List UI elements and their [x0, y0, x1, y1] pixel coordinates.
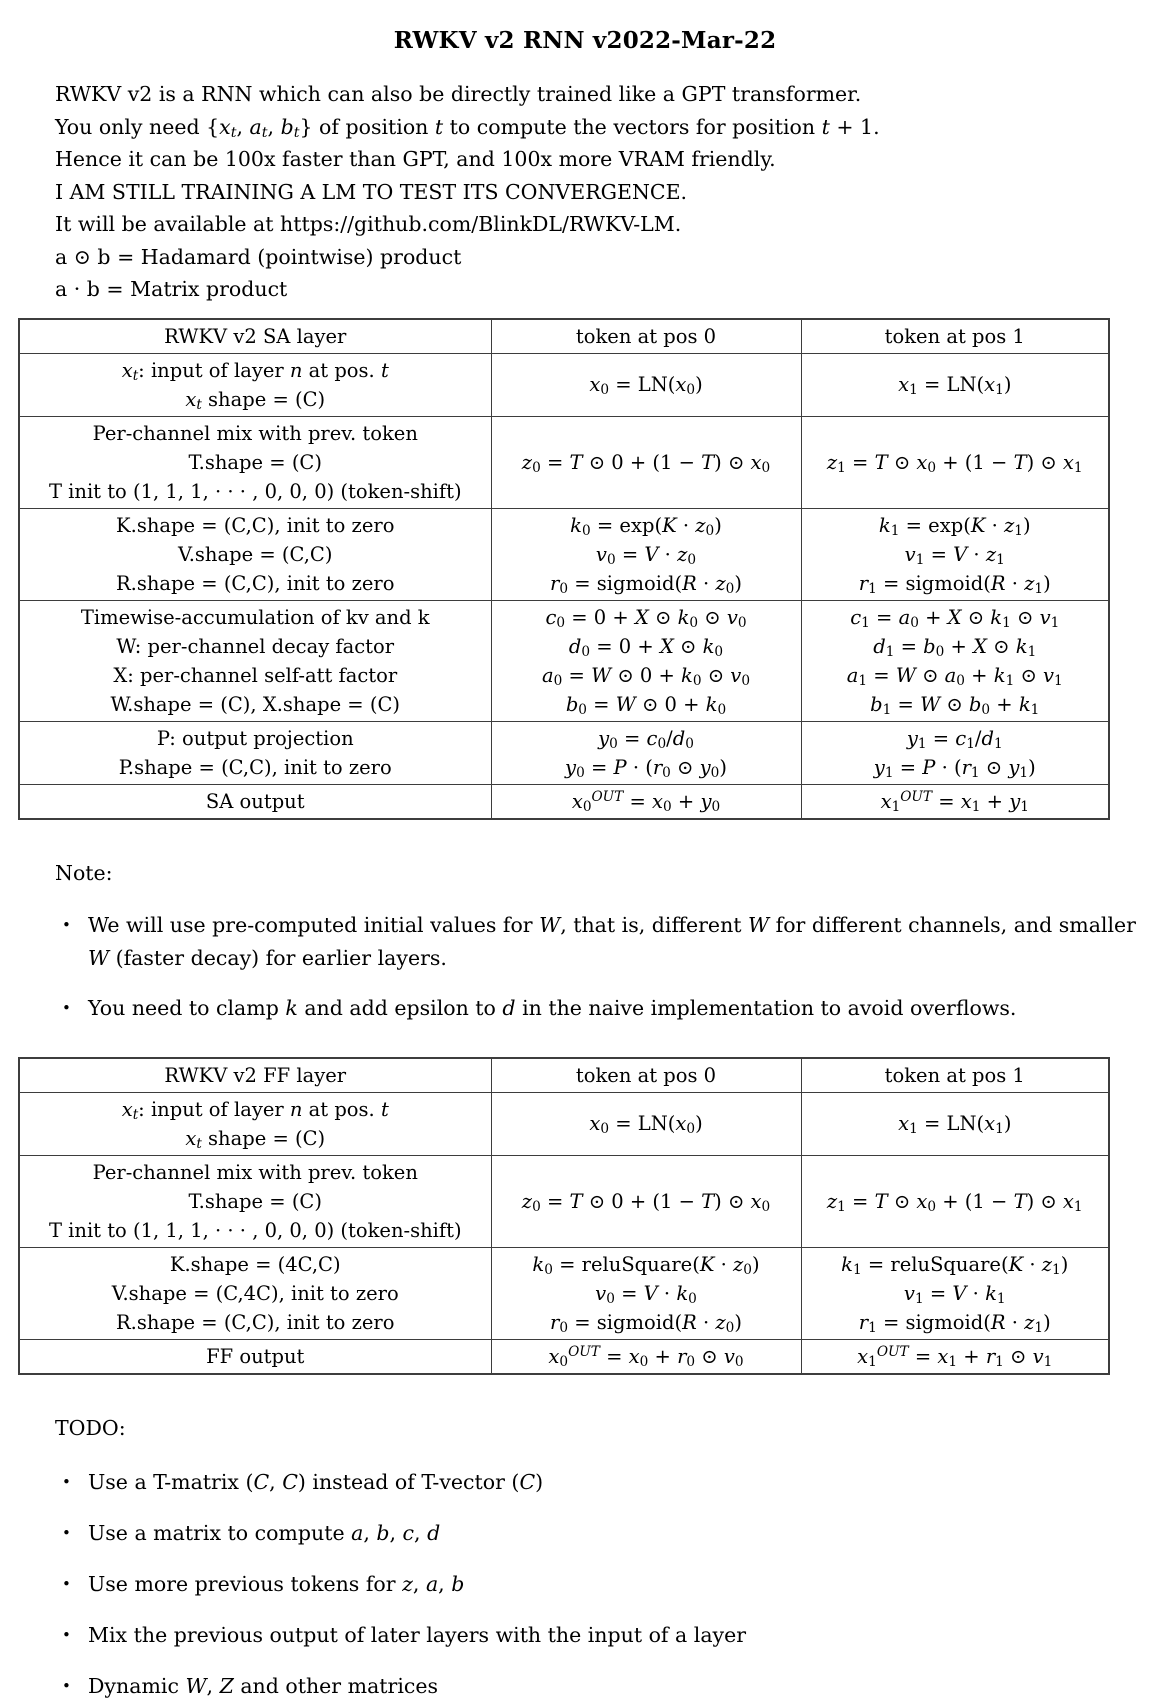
cell-line: T init to (1, 1, 1, · · · , 0, 0, 0) (token-shift) [48, 479, 462, 503]
todo-item-text: Use more previous tokens for z, a, b [88, 1571, 465, 1596]
cell-line: Per-channel mix with prev. token [92, 421, 418, 445]
table-cell [19, 416, 491, 508]
sa-table-title: RWKV v2 SA layer [19, 319, 491, 354]
list-item [62, 992, 1140, 1025]
cell-line: $x_t$ shape = (C) [185, 387, 326, 413]
table-cell [801, 1092, 1109, 1155]
table-row [19, 1155, 1109, 1247]
formula-line: $b_1 = W$ ⊙ $b_0 + k_1$ [870, 692, 1040, 718]
ff-header-row [19, 1058, 1109, 1093]
cell-line: R.shape = (C,C), init to zero [115, 571, 395, 595]
formula-line: $x_0 = LN(x_0)$ [589, 1112, 703, 1138]
cell-line: Per-channel mix with prev. token [92, 1160, 418, 1184]
table-cell [801, 1247, 1109, 1339]
cell-line: SA output [205, 789, 305, 813]
sa-header-pos1: token at pos 1 [801, 319, 1109, 354]
formula-line: $x_1 = LN(x_1)$ [898, 373, 1012, 399]
table-cell [491, 1339, 801, 1374]
cell-line: K.shape = (4C,C) [169, 1252, 341, 1276]
table-cell [491, 784, 801, 819]
formula-line: $c_1 = a_0 + X$ ⊙ $k_1$ ⊙ $v_1$ [850, 605, 1060, 631]
page-title: RWKV v2 RNN v2022-Mar-22 [393, 27, 777, 54]
sa-layer-table [18, 318, 1110, 820]
formula-line: $x_1^{OUT} = x_1 + y_1$ [880, 789, 1029, 815]
table-row [19, 721, 1109, 784]
table-row [19, 353, 1109, 416]
table-cell [19, 1092, 491, 1155]
table-cell [801, 508, 1109, 600]
table-cell [801, 600, 1109, 721]
formula-line: $r_1$ = sigmoid(R · $z_1$) [858, 571, 1051, 597]
table-cell [19, 721, 491, 784]
table-cell [801, 353, 1109, 416]
formula-line: $d_1 = b_0 + X$ ⊙ $k_1$ [873, 634, 1037, 660]
cell-line: K.shape = (C,C), init to zero [116, 513, 395, 537]
cell-line: $x_t$: input of layer n at pos. t [121, 358, 389, 384]
table-cell [801, 416, 1109, 508]
formula-line: $x_1^{OUT} = x_1 + r_1$ ⊙ $v_1$ [857, 1344, 1053, 1370]
note-list [62, 909, 1140, 1025]
table-row [19, 1092, 1109, 1155]
formula-line: $a_0 = W$ ⊙ $0 + k_0$ ⊙ $v_0$ [542, 663, 750, 689]
table-cell [491, 416, 801, 508]
cell-line: $x_t$: input of layer n at pos. t [121, 1097, 389, 1123]
table-cell [19, 784, 491, 819]
ff-table-title: RWKV v2 FF layer [19, 1058, 491, 1093]
table-row [19, 600, 1109, 721]
bullet-icon: • [62, 915, 71, 934]
sa-header-pos0: token at pos 0 [491, 319, 801, 354]
todo-item-text: Dynamic W, Z and other matrices [88, 1673, 439, 1698]
table-cell [801, 784, 1109, 819]
list-item [62, 909, 1140, 975]
table-cell [801, 1339, 1109, 1374]
todo-item-text: Use a T-matrix (C, C) instead of T-vector (C) [88, 1469, 544, 1494]
formula-line: $k_0$ = reluSquare(K · $z_0$) [532, 1252, 760, 1278]
cell-line: P.shape = (C,C), init to zero [118, 755, 392, 779]
table-cell [19, 1155, 491, 1247]
list-item [62, 1517, 1140, 1550]
bullet-icon: • [62, 1574, 71, 1593]
cell-line: V.shape = (C,C) [178, 542, 333, 566]
ff-header-pos1: token at pos 1 [801, 1058, 1109, 1093]
intro-line: a ⊙ b = Hadamard (pointwise) product [55, 244, 462, 269]
table-row [19, 784, 1109, 819]
formula-line: $v_1 = V \cdot z_1$ [904, 542, 1005, 568]
table-row [19, 1339, 1109, 1374]
formula-line: $v_0 = V \cdot z_0$ [595, 542, 697, 568]
intro-line: Hence it can be 100x faster than GPT, and 100x more VRAM friendly. [55, 147, 776, 171]
table-cell [19, 508, 491, 600]
formula-line: $b_0 = W$ ⊙ $0 + k_0$ [565, 692, 727, 718]
formula-line: $x_0^{OUT} = x_0 + r_0$ ⊙ $v_0$ [548, 1344, 744, 1370]
formula-line: $v_0 = V \cdot k_0$ [595, 1281, 697, 1307]
note-item-text: You need to clamp k and add epsilon to d in the naive implementation to avoid overflows. [88, 995, 1017, 1020]
formula-line: $y_0 = P \cdot (r_0$ ⊙ $y_0$) [565, 755, 727, 781]
formula-line: $d_0 = 0 + X$ ⊙ $k_0$ [568, 634, 724, 660]
ff-header-pos0: token at pos 0 [491, 1058, 801, 1093]
list-item [62, 1568, 1140, 1601]
table-cell [491, 508, 801, 600]
bullet-icon: • [62, 998, 71, 1017]
formula-line: $y_0 = c_0/d_0$ [598, 726, 694, 752]
cell-line: Timewise-accumulation of kv and k [80, 605, 430, 629]
table-row [19, 508, 1109, 600]
cell-line: R.shape = (C,C), init to zero [115, 1310, 395, 1334]
table-cell [491, 721, 801, 784]
todo-item-text: Mix the previous output of later layers with the input of a layer [88, 1622, 747, 1647]
table-cell [19, 600, 491, 721]
cell-line: T.shape = (C) [188, 1189, 322, 1213]
table-cell [19, 1247, 491, 1339]
table-cell [491, 1092, 801, 1155]
list-item [62, 1619, 1140, 1652]
formula-line: $r_0$ = sigmoid(R · $z_0$) [550, 571, 742, 597]
formula-line: $z_1 = T$ ⊙ $x_0 + (1 - T)$ ⊙ $x_1$ [826, 1189, 1083, 1215]
bullet-icon: • [62, 1676, 71, 1695]
ff-layer-table [18, 1057, 1110, 1375]
intro-line: I AM STILL TRAINING A LM TO TEST ITS CONVERGENCE. [55, 179, 688, 204]
bullet-icon: • [62, 1472, 71, 1491]
bullet-icon: • [62, 1625, 71, 1644]
table-cell [491, 1155, 801, 1247]
table-cell [491, 600, 801, 721]
table-cell [801, 721, 1109, 784]
formula-line: $v_1 = V \cdot k_1$ [903, 1281, 1006, 1307]
intro-line: RWKV v2 is a RNN which can also be directly trained like a GPT transformer. [55, 82, 862, 106]
note-label: Note: [55, 860, 113, 885]
intro-line-url: It will be available at https://github.com/BlinkDL/RWKV-LM. [55, 212, 682, 236]
table-cell [19, 1339, 491, 1374]
table-cell [801, 1155, 1109, 1247]
cell-line: V.shape = (C,4C), init to zero [111, 1281, 399, 1305]
note-item-text: We will use pre-computed initial values for W, that is, different W for different channels, and smaller W (faster decay) for earlier layers. [88, 912, 1136, 970]
todo-item-text: Use a matrix to compute a, b, c, d [88, 1520, 441, 1545]
formula-line: $y_1 = c_1/d_1$ [906, 726, 1003, 752]
formula-line: $a_1 = W$ ⊙ $a_0 + k_1$ ⊙ $v_1$ [846, 663, 1063, 689]
formula-line: $x_0 = LN(x_0)$ [589, 373, 703, 399]
list-item [62, 1670, 1140, 1703]
todo-label: TODO: [55, 1415, 126, 1440]
bullet-icon: • [62, 1523, 71, 1542]
intro-line: You only need {$x_t$, $a_t$, $b_t$} of position t to compute the vectors for position t + 1. [55, 114, 880, 142]
table-row [19, 416, 1109, 508]
formula-line: $r_1$ = sigmoid(R · $z_1$) [858, 1310, 1051, 1336]
table-cell [19, 353, 491, 416]
formula-line: $y_1 = P \cdot (r_1$ ⊙ $y_1$) [873, 755, 1036, 781]
cell-line: FF output [206, 1344, 305, 1368]
list-item [62, 1466, 1140, 1499]
cell-line: W.shape = (C), X.shape = (C) [110, 692, 400, 716]
formula-line: $x_1 = LN(x_1)$ [898, 1112, 1012, 1138]
cell-line: X: per-channel self-att factor [113, 663, 398, 687]
formula-line: $z_0 = T$ ⊙ 0 + (1 − T) ⊙ $x_0$ [521, 450, 771, 476]
formula-line: $c_0 = 0 + X$ ⊙ $k_0$ ⊙ $v_0$ [545, 605, 747, 631]
cell-line: W: per-channel decay factor [116, 634, 395, 658]
cell-line: T.shape = (C) [188, 450, 322, 474]
cell-line: $x_t$ shape = (C) [185, 1126, 326, 1152]
formula-line: $r_0$ = sigmoid(R · $z_0$) [550, 1310, 742, 1336]
formula-line: $z_0 = T$ ⊙ 0 + (1 − T) ⊙ $x_0$ [521, 1189, 771, 1215]
table-cell [491, 1247, 801, 1339]
cell-line: P: output projection [156, 726, 354, 750]
formula-line: $z_1 = T$ ⊙ $x_0 + (1 - T)$ ⊙ $x_1$ [826, 450, 1083, 476]
formula-line: $k_0 = \exp(K \cdot z_0)$ [570, 513, 722, 539]
formula-line: $k_1 = \exp(K \cdot z_1)$ [878, 513, 1031, 539]
intro-line: a · b = Matrix product [55, 277, 288, 301]
sa-header-row [19, 319, 1109, 354]
cell-line: T init to (1, 1, 1, · · · , 0, 0, 0) (token-shift) [48, 1218, 462, 1242]
todo-list [62, 1466, 1140, 1703]
formula-line: $k_1$ = reluSquare(K · $z_1$) [841, 1252, 1069, 1278]
intro-paragraph [55, 78, 1140, 306]
table-cell [491, 353, 801, 416]
table-row [19, 1247, 1109, 1339]
formula-line: $x_0^{OUT} = x_0 + y_0$ [571, 789, 721, 815]
